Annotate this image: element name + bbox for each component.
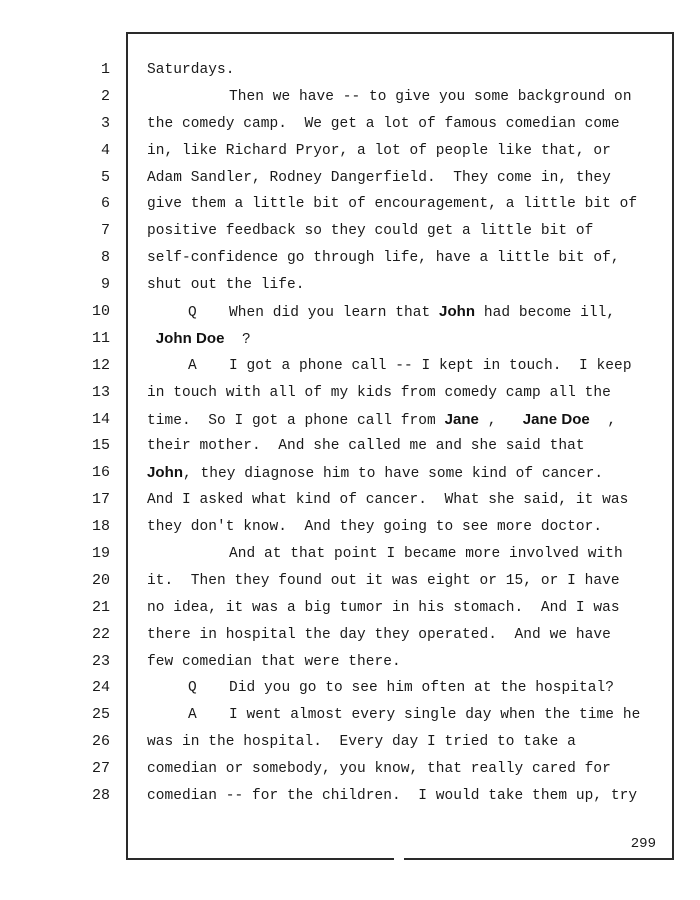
redacted-name: Jane Doe <box>522 410 590 428</box>
page-number: 299 <box>630 836 656 852</box>
line-content: comedian or somebody, you know, that really cared for <box>147 761 611 778</box>
page-border-bottom-right <box>404 858 674 860</box>
line-number: 3 <box>100 114 110 132</box>
transcript-line <box>0 675 700 702</box>
line-number: 23 <box>91 652 110 670</box>
line-text <box>147 111 667 138</box>
line-number: 18 <box>91 518 110 536</box>
line-content: it. Then they found out it was eight or 15, or I have <box>147 572 620 589</box>
line-content: shut out the life. <box>147 277 305 294</box>
line-content: their mother. And she called me and she said that <box>147 438 585 455</box>
line-text <box>147 272 667 299</box>
line-text <box>147 84 700 111</box>
line-text <box>147 541 700 568</box>
page-border-top <box>126 32 674 34</box>
line-content: Did you go to see him often at the hospital? <box>229 680 615 697</box>
transcript-line <box>0 245 700 272</box>
line-content: they don't know. And they going to see more doctor. <box>147 519 603 536</box>
line-text <box>147 407 667 435</box>
line-number: 8 <box>100 249 110 267</box>
transcript-lines <box>0 57 700 810</box>
line-text <box>147 191 667 218</box>
line-number: 4 <box>100 141 110 159</box>
line-text <box>147 218 667 245</box>
redacted-name: Jane <box>444 410 479 428</box>
line-number: 1 <box>100 61 110 78</box>
line-content: And I asked what kind of cancer. What she said, it was <box>147 492 629 509</box>
answer-marker: A <box>188 357 197 374</box>
transcript-line <box>0 541 700 568</box>
transcript-line <box>0 729 700 756</box>
transcript-line <box>0 299 700 326</box>
line-number: 27 <box>91 760 110 778</box>
transcript-line <box>0 622 700 649</box>
line-number: 15 <box>91 437 110 455</box>
transcript-line <box>0 433 700 460</box>
line-text <box>147 702 700 729</box>
transcript-line <box>0 165 700 192</box>
line-content: was in the hospital. Every day I tried to take a <box>147 734 576 751</box>
line-number: 2 <box>100 87 110 105</box>
transcript-line <box>0 111 700 138</box>
line-content: I went almost every single day when the time he <box>229 707 641 724</box>
transcript-line <box>0 568 700 595</box>
line-text <box>147 568 667 595</box>
transcript-line <box>0 595 700 622</box>
line-content: Saturdays. <box>147 62 235 78</box>
line-content: When did you learn that <box>229 305 440 322</box>
transcript-line <box>0 649 700 676</box>
line-text <box>147 783 667 810</box>
line-number: 12 <box>91 356 110 374</box>
redacted-name: John <box>439 303 476 321</box>
line-text <box>147 326 667 354</box>
line-text <box>147 299 700 327</box>
redacted-name: John <box>147 464 184 482</box>
line-number: 22 <box>91 625 110 643</box>
line-number: 24 <box>91 679 110 697</box>
answer-marker: A <box>188 707 197 724</box>
line-content: ? <box>224 331 251 348</box>
line-content: positive feedback so they could get a little bit of <box>147 223 594 240</box>
line-number: 25 <box>91 706 110 724</box>
line-number: 14 <box>91 410 110 428</box>
line-number: 9 <box>100 276 110 294</box>
transcript-line <box>0 487 700 514</box>
line-text <box>147 57 667 84</box>
line-text <box>147 649 667 676</box>
transcript-line <box>0 218 700 245</box>
line-content: give them a little bit of encouragement, a little bit of <box>147 196 638 213</box>
page-border-bottom-left <box>126 858 394 860</box>
transcript-line <box>0 272 700 299</box>
transcript-line <box>0 514 700 541</box>
line-content: I got a phone call -- I kept in touch. I keep <box>229 357 632 374</box>
transcript-line <box>0 407 700 434</box>
transcript-line <box>0 138 700 165</box>
line-content: , they diagnose him to have some kind of cancer. <box>183 466 604 483</box>
transcript-line <box>0 326 700 353</box>
transcript-line <box>0 353 700 380</box>
line-text <box>147 514 667 541</box>
line-content: no idea, it was a big tumor in his stomach. And I was <box>147 599 620 616</box>
line-text <box>147 245 667 272</box>
transcript-line <box>0 702 700 729</box>
line-number: 6 <box>100 195 110 213</box>
line-content: comedian -- for the children. I would take them up, try <box>147 788 638 805</box>
transcript-line <box>0 191 700 218</box>
redacted-name: John Doe <box>155 329 225 347</box>
line-number: 16 <box>91 464 110 482</box>
line-content: time. So I got a phone call from <box>147 412 445 429</box>
line-text <box>147 138 667 165</box>
line-text <box>147 756 667 783</box>
transcript-line <box>0 84 700 111</box>
line-text <box>147 433 667 460</box>
line-text <box>147 729 667 756</box>
line-text <box>147 675 700 702</box>
question-marker: Q <box>188 305 197 322</box>
line-text <box>147 460 667 488</box>
transcript-line <box>0 57 700 84</box>
question-marker: Q <box>188 680 197 697</box>
line-number: 7 <box>100 222 110 240</box>
line-content: there in hospital the day they operated. And we have <box>147 626 611 643</box>
transcript-line <box>0 380 700 407</box>
line-content: in touch with all of my kids from comedy camp all the <box>147 384 611 401</box>
line-text <box>147 165 667 192</box>
line-text <box>147 487 667 514</box>
line-number: 28 <box>91 787 110 805</box>
line-content: Adam Sandler, Rodney Dangerfield. They come in, they <box>147 169 611 186</box>
line-text <box>147 622 667 649</box>
line-content: had become ill, <box>475 305 616 322</box>
line-text <box>147 595 667 622</box>
transcript-line <box>0 756 700 783</box>
line-content: , <box>589 412 617 429</box>
line-content: self-confidence go through life, have a little bit of, <box>147 250 620 267</box>
line-number: 26 <box>91 733 110 751</box>
line-number: 13 <box>91 383 110 401</box>
line-number: 21 <box>91 598 110 616</box>
line-content: And at that point I became more involved with <box>229 546 623 563</box>
line-number: 5 <box>100 168 110 186</box>
line-content: in, like Richard Pryor, a lot of people like that, or <box>147 142 611 159</box>
line-number: 10 <box>91 303 110 321</box>
line-content: Then we have -- to give you some background on <box>229 88 632 105</box>
transcript-line <box>0 460 700 487</box>
line-number: 19 <box>91 545 110 563</box>
line-number: 11 <box>91 329 110 347</box>
transcript-line <box>0 783 700 810</box>
line-content: few comedian that were there. <box>147 653 401 670</box>
line-text <box>147 353 700 380</box>
line-content: the comedy camp. We get a lot of famous comedian come <box>147 115 620 132</box>
line-content: , <box>478 412 523 429</box>
line-text <box>147 380 667 407</box>
line-number: 20 <box>91 571 110 589</box>
line-number: 17 <box>91 491 110 509</box>
